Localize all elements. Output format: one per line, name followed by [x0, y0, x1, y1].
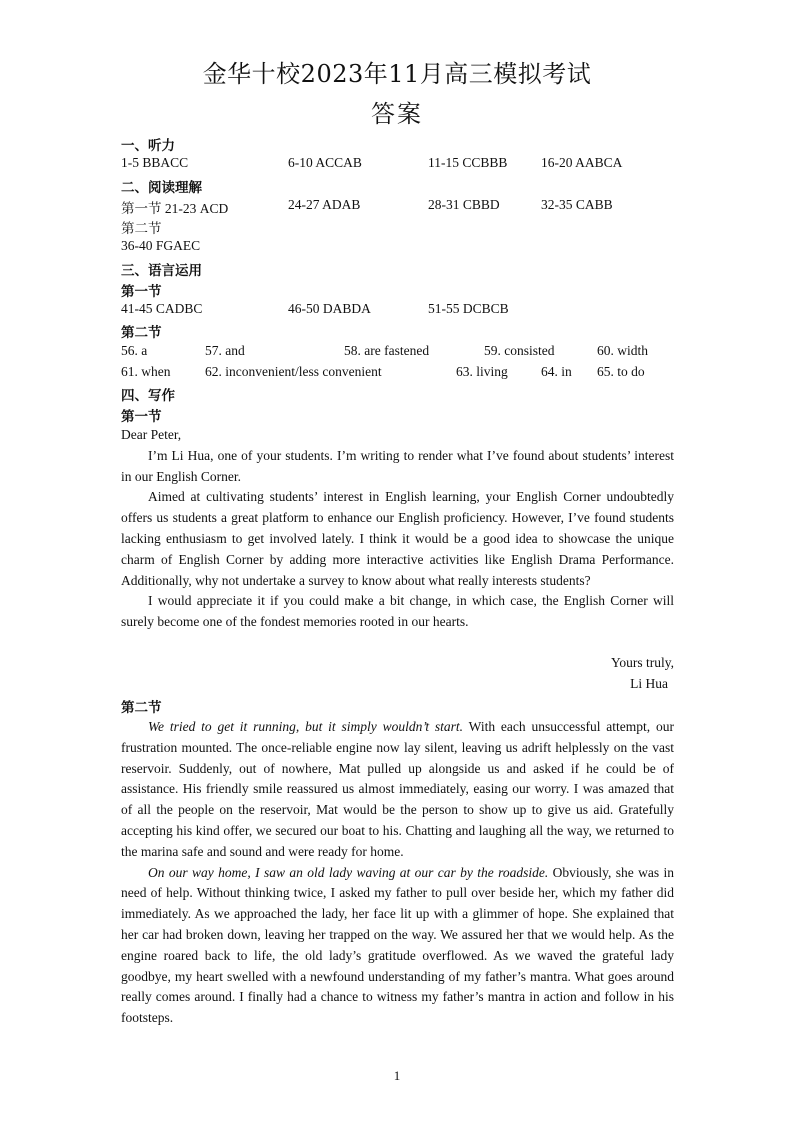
- answer-group: 28-31 CBBD: [428, 197, 500, 212]
- letter-paragraph: Aimed at cultivating students’ interest in English learning, your English Corner undoubtedly offers us students a great platform to enhance our English proficiency. However, I’ve found students lacking enthusiasm to get involved lately. I think it would be a good idea to showcase the unique charm of English Corner by adding more interactive activities like English Drama Performance. Additionally, why not undertake a survey to know about what really interests students?: [121, 489, 674, 588]
- story-lead-sentence: We tried to get it running, but it simply wouldn’t start.: [148, 719, 464, 734]
- listening-heading: 一、听力: [121, 138, 175, 154]
- letter-greeting: Dear Peter,: [121, 427, 182, 442]
- answer-group: 36-40 FGAEC: [121, 238, 201, 253]
- answer-group: 51-55 DCBCB: [428, 301, 509, 316]
- answer-item: 57. and: [205, 343, 245, 358]
- answer-item: 59. consisted: [484, 343, 555, 358]
- letter: [121, 425, 674, 633]
- part-label: 第一节: [121, 284, 162, 300]
- answer-group: 32-35 CABB: [541, 197, 613, 212]
- language-heading: 三、语言运用: [121, 263, 202, 279]
- part-label: 第二节: [121, 325, 162, 341]
- letter-signature: Li Hua: [630, 676, 668, 691]
- story-text: With each unsuccessful attempt, our frustration mounted. The once-reliable engine now lay silent, leaving us adrift helplessly on the vast reservoir. Suddenly, out of nowhere, Mat pulled up alongside us and asked if he could be of assistance. His friendly smile reassured us almost immediately, easing our worry. I was amazed that of all the people on the reservoir, Mat would be the person to show up to give us aid. Gratefully accepting his kind offer, we secured our boat to his. Chatting and laughing all the way, we returned to the marina safe and sound and were ready for home.: [121, 719, 674, 859]
- page-title: 金华十校2023年11月高三模拟考试: [202, 60, 592, 88]
- answer-item: 62. inconvenient/less convenient: [205, 364, 382, 379]
- answer-group: 第一节 21-23 ACD: [121, 201, 229, 216]
- story-text: Obviously, she was in need of help. Without thinking twice, I asked my father to pull over beside her, which my father did immediately. As we approached the lady, her face lit up with a glimmer of hope. She explained that her car had broken down, leaving her trapped on the way. We assured her that we would help. As the engine roared back to life, the old lady’s gratitude overflowed. As we waved the grateful lady goodbye, my heart swelled with a newfound understanding of my father’s mantra. What goes around really comes around. I finally had a chance to witness my father’s mantra in action and follow in his footsteps.: [121, 864, 675, 1026]
- answer-item: 60. width: [597, 343, 649, 358]
- answer-item: 65. to do: [597, 364, 645, 379]
- page-subtitle: 答案: [371, 100, 423, 128]
- answer-item: 58. are fastened: [344, 343, 430, 358]
- part-label: 第二节: [121, 221, 162, 236]
- page-number: 1: [393, 1068, 401, 1083]
- answer-item: 61. when: [121, 364, 171, 379]
- answer-group: 11-15 CCBBB: [428, 155, 508, 170]
- part-label: 第二节: [121, 700, 162, 716]
- answer-item: 56. a: [121, 343, 148, 358]
- letter-paragraph: I’m Li Hua, one of your students. I’m writing to render what I’ve found about students’ interest in our English Corner.: [121, 447, 674, 484]
- letter-paragraph: I would appreciate it if you could make a bit change, in which case, the English Corner will surely become one of the fondest memories rooted in our hearts.: [121, 593, 674, 630]
- story-lead-sentence: On our way home, I saw an old lady waving at our car by the roadside.: [148, 864, 549, 880]
- answer-group: 16-20 AABCA: [541, 155, 623, 170]
- letter-closing: Yours truly,: [610, 655, 674, 670]
- story-paragraph: [121, 863, 674, 1029]
- continuation-story: [121, 717, 674, 1029]
- story-paragraph: [121, 717, 674, 863]
- answer-group: 24-27 ADAB: [288, 197, 361, 212]
- writing-heading: 四、写作: [121, 388, 175, 404]
- answer-group: 6-10 ACCAB: [288, 155, 362, 170]
- answer-group: 41-45 CADBC: [121, 301, 203, 316]
- answer-item: 64. in: [541, 364, 572, 379]
- part-label: 第一节: [121, 409, 162, 425]
- answer-group: 1-5 BBACC: [121, 155, 189, 170]
- answer-item: 63. living: [456, 364, 508, 379]
- reading-heading: 二、阅读理解: [121, 180, 202, 196]
- answer-group: 46-50 DABDA: [288, 301, 371, 316]
